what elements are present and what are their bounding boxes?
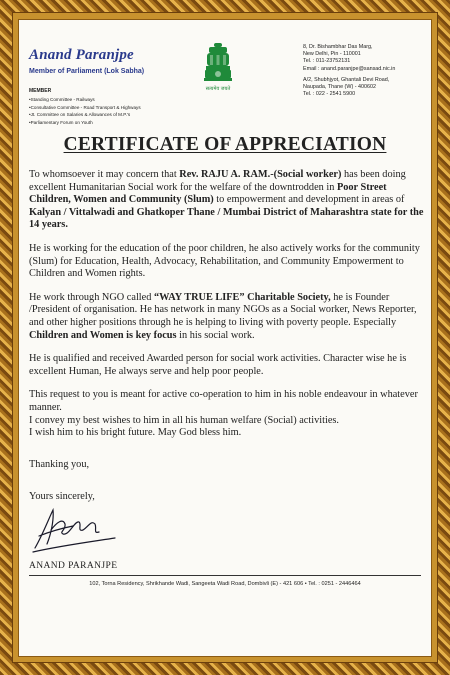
- paragraph-1: To whomsoever it may concern that Rev. RAJU A. RAM.-(Social worker) has been doing excellent Humanitarian Social work for the welfare of the downtrodden in Poor Street Children, Women and Community (Slum) to empowerment and development in areas of Kalyan / Vittalwadi and Ghatkoper Thane / Mumbai District of Maharashtra state for the 14 years.: [29, 169, 424, 231]
- delhi-tel: Tel. : 011-23752131: [303, 58, 351, 65]
- delhi-address-line: 8, Dr. Bishambhar Das Marg,: [303, 44, 373, 50]
- certificate-title: CERTIFICATE OF APPRECIATION: [63, 134, 387, 155]
- signature-image: [29, 504, 119, 554]
- footer-divider: [29, 575, 421, 576]
- paragraph-5: This request to you is meant for active co-operation to him in his noble endeavour in whatever manner. I convey my best wishes to him in all his human welfare (Social) activities. I wish him to his bright future. May God bless him.: [29, 389, 418, 439]
- yours-sincerely: Yours sincerely,: [29, 491, 95, 502]
- committee-list: [29, 96, 141, 126]
- national-emblem-icon: [201, 41, 235, 95]
- thane-address-line: A/2, Shubhjyot, Ghantali Devi Road,: [303, 76, 390, 83]
- committee-item: • Consultative Committee - Road Transport & Highways: [29, 104, 141, 112]
- thanking-line: Thanking you,: [29, 459, 90, 470]
- letterhead-member-title: Member of Parliament (Lok Sabha): [29, 68, 145, 75]
- letterhead-name: Anand Paranjpe: [29, 47, 134, 63]
- email: Email : anand.paranjpe@sansad.nic.in: [303, 65, 396, 72]
- thane-address-line: Naupada, Thane (W) - 400602: [303, 84, 377, 91]
- paragraph-3: He work through NGO called “WAY TRUE LIFE” Charitable Society, he is Founder /President of organisation. He has network in many NGOs as a Social worker, News Reporter, and other higher positions through he is helping to living with poverty people. Especially Children and Women is key focus in his social work.: [29, 291, 417, 341]
- footer-address: 102, Torna Residency, Shrikhande Wadi, Sangeeta Wadi Road, Dombivli (E) - 421 606 • Tel. : 0251 - 2446464: [89, 581, 361, 587]
- paragraph-4: He is qualified and received Awarded person for social work activities. Character wise he is excellent Human, He always serve and help poor people.: [29, 353, 407, 377]
- certificate-body: [29, 169, 427, 451]
- certificate-sheet: [19, 20, 431, 656]
- committee-heading: MEMBER: [29, 88, 52, 94]
- contact-block: [303, 44, 427, 98]
- committee-item: • Parliamentary Forum on Youth: [29, 119, 141, 127]
- delhi-address-line: New Delhi, Pin - 110001: [303, 51, 361, 58]
- committee-item: • Standing Committee - Railways: [29, 96, 141, 104]
- committee-item: • Jt. Committee on Salaries & Allowances of M.P.'s: [29, 111, 141, 119]
- thane-tel: Tel. : 022 - 2541 5900: [303, 91, 356, 98]
- signatory-name: ANAND PARANJPE: [29, 561, 118, 571]
- paragraph-2: He is working for the education of the poor children, he also actively works for the community (Slum) for Education, Health, Advocacy, Rehabilitation, and Community Empowerment to Children and Women rights.: [29, 242, 420, 280]
- emblem-motto: सत्यमेव जयते: [205, 86, 231, 92]
